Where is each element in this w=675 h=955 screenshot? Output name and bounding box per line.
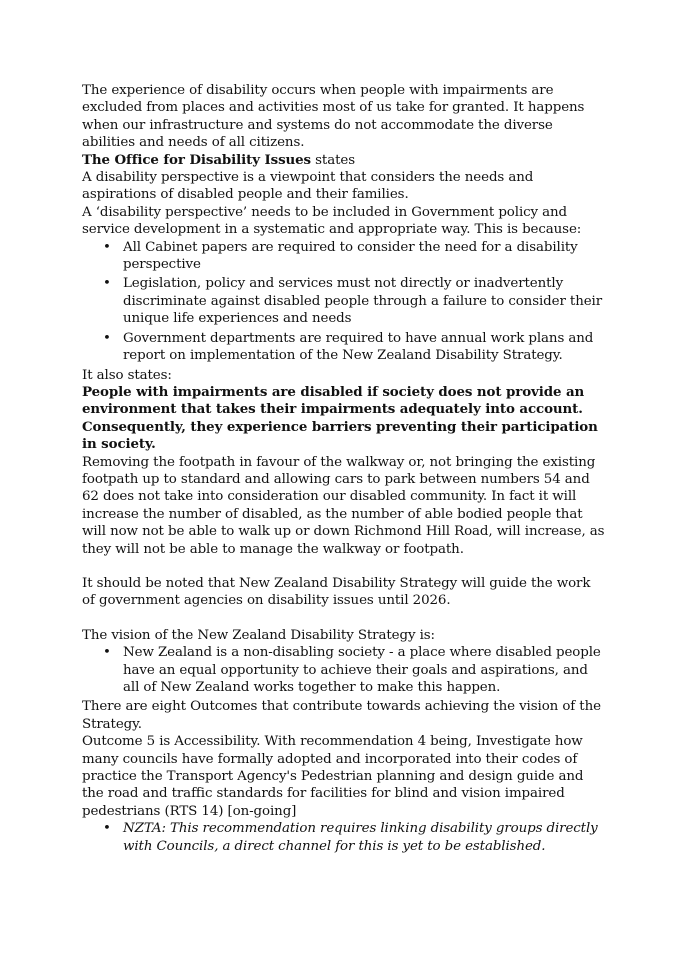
paragraph-outcome-5: Outcome 5 is Accessibility. With recommendation 4 being, Investigate how many councils have formally adopted and incorporated into their codes of practice the Transport Agency's Pedestrian planning and design guide and the road and traffic standards for facilities for blind and vision impaired pedestrians (RTS 14) [on-going]	[82, 734, 584, 819]
nzta-list	[82, 820, 605, 855]
spacer	[82, 558, 605, 575]
list-item: • All Cabinet papers are required to consider the need for a disability perspective	[123, 239, 605, 274]
list-item: • Legislation, policy and services must not directly or inadvertently discriminate against disabled people through a failure to consider their unique life experiences and needs	[123, 275, 605, 327]
vision-list	[82, 644, 605, 696]
paragraph-impairments-statement: People with impairments are disabled if society does not provide an environment that takes their impairments adequately into account. Consequently, they experience barriers preventing their participation in society.	[82, 383, 598, 453]
paragraph-footpath-removal: Removing the footpath in favour of the walkway or, not bringing the existing footpath up to standard and allowing cars to park between numbers 54 and 62 does not take into consideration our disabled community. In fact it will increase the number of disabled, as the number of able bodied people that will now not be able to walk up or down Richmond Hill Road, will increase, as they will not be able to manage the walkway or footpath.	[82, 454, 605, 557]
office-states-text: states	[311, 152, 355, 168]
paragraph-strategy-note: It should be noted that New Zealand Disability Strategy will guide the work of government agencies on disability issues until 2026.	[82, 575, 591, 609]
paragraph-eight-outcomes: There are eight Outcomes that contribute towards achieving the vision of the Strategy.	[82, 699, 601, 732]
paragraph-office-statement	[82, 152, 605, 169]
list-item: • New Zealand is a non-disabling society - a place where disabled people have an equal opportunity to achieve their goals and aspirations, and all of New Zealand works together to make this happen.	[123, 644, 605, 696]
office-name: The Office for Disability Issues	[82, 151, 311, 168]
list-item: • Government departments are required to have annual work plans and report on implementation of the New Zealand Disability Strategy.	[123, 330, 605, 365]
paragraph-perspective-requirement: A ‘disability perspective’ needs to be included in Government policy and service development in a systematic and appropriate way. This is because:	[82, 204, 582, 238]
list-item: • NZTA: This recommendation requires linking disability groups directly with Councils, a direct channel for this is yet to be established.	[123, 820, 605, 855]
paragraph-vision-intro: The vision of the New Zealand Disability Strategy is:	[82, 627, 435, 643]
spacer	[82, 610, 605, 627]
paragraph-disability-perspective: A disability perspective is a viewpoint that considers the needs and aspirations of disabled people and their families.	[82, 170, 534, 203]
reasons-list	[82, 239, 605, 365]
paragraph-also-states: It also states:	[82, 367, 172, 383]
paragraph-disability-experience: The experience of disability occurs when people with impairments are excluded from places and activities most of us take for granted. It happens when our infrastructure and systems do not accommodate the diverse abilities and needs of all citizens.	[82, 83, 585, 151]
